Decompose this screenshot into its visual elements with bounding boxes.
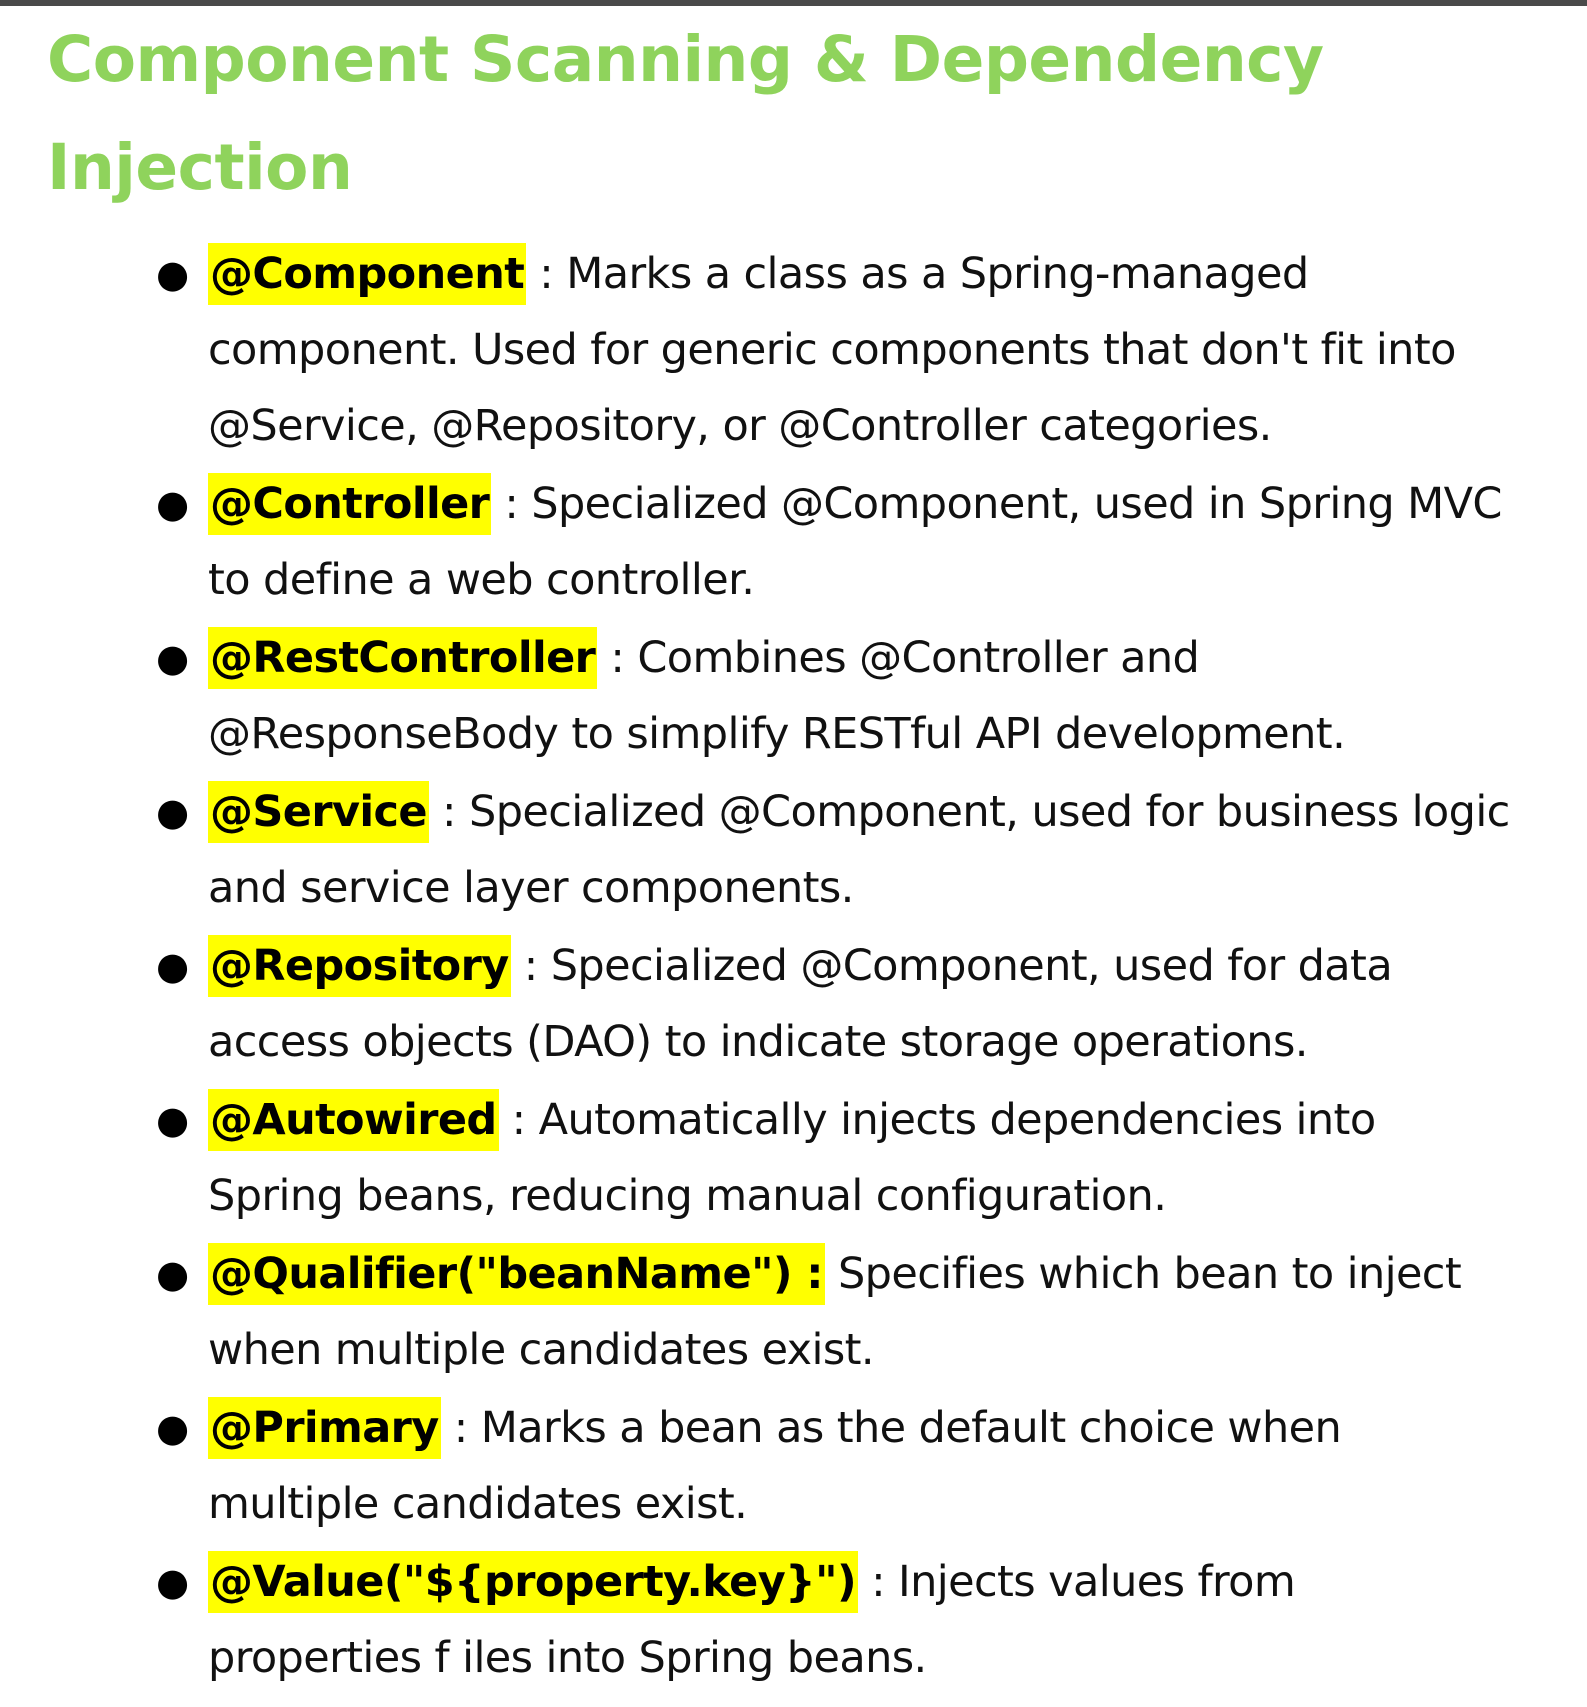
highlighted-term: @Repository <box>208 935 511 997</box>
bullet-icon: ● <box>156 790 189 834</box>
highlighted-term: @RestController <box>208 627 597 689</box>
bullet-icon: ● <box>156 252 189 296</box>
item-description: : Specialized @Component, used for business logic and service layer components. <box>208 787 1510 913</box>
item-description: : Combines @Controller and @ResponseBody to simplify RESTful API development. <box>208 633 1346 759</box>
highlighted-term: @Autowired <box>208 1089 499 1151</box>
highlighted-term: @Qualifier("beanName") : <box>208 1243 825 1305</box>
bullet-icon: ● <box>156 1252 189 1296</box>
list-item-rest-controller <box>156 620 1518 772</box>
list-item-controller <box>156 466 1518 618</box>
list-item-primary <box>156 1390 1518 1542</box>
bullet-icon: ● <box>156 944 189 988</box>
list-item-service <box>156 774 1518 926</box>
list-item-component <box>156 236 1518 464</box>
list-item-repository <box>156 928 1518 1080</box>
bullet-icon: ● <box>156 1098 189 1142</box>
annotation-list <box>156 236 1518 1698</box>
bullet-icon: ● <box>156 1560 189 1604</box>
item-description: : Specialized @Component, used in Spring MVC to define a web controller. <box>208 479 1502 605</box>
page-title: Component Scanning & Dependency Injection <box>47 23 1324 204</box>
highlighted-term: @Primary <box>208 1397 441 1459</box>
highlighted-term: @Component <box>208 243 526 305</box>
item-description: : Injects values from properties f iles into Spring beans. <box>208 1557 1296 1683</box>
highlighted-term: @Value("${property.key}") <box>208 1551 858 1613</box>
item-description: Specifies which bean to inject when multiple candidates exist. <box>208 1249 1462 1375</box>
item-description: : Marks a bean as the default choice when multiple candidates exist. <box>208 1403 1342 1529</box>
bullet-icon: ● <box>156 482 189 526</box>
item-description: : Marks a class as a Spring-managed component. Used for generic components that don't fit into @Service, @Repository, or @Controller categories. <box>208 249 1456 451</box>
item-description: : Specialized @Component, used for data access objects (DAO) to indicate storage operations. <box>208 941 1393 1067</box>
bullet-icon: ● <box>156 1406 189 1450</box>
highlighted-term: @Controller <box>208 473 491 535</box>
list-item-value <box>156 1544 1518 1696</box>
item-description: : Automatically injects dependencies into Spring beans, reducing manual configuration. <box>208 1095 1376 1221</box>
list-item-qualifier <box>156 1236 1518 1388</box>
highlighted-term: @Service <box>208 781 429 843</box>
bullet-icon: ● <box>156 636 189 680</box>
list-item-autowired <box>156 1082 1518 1234</box>
